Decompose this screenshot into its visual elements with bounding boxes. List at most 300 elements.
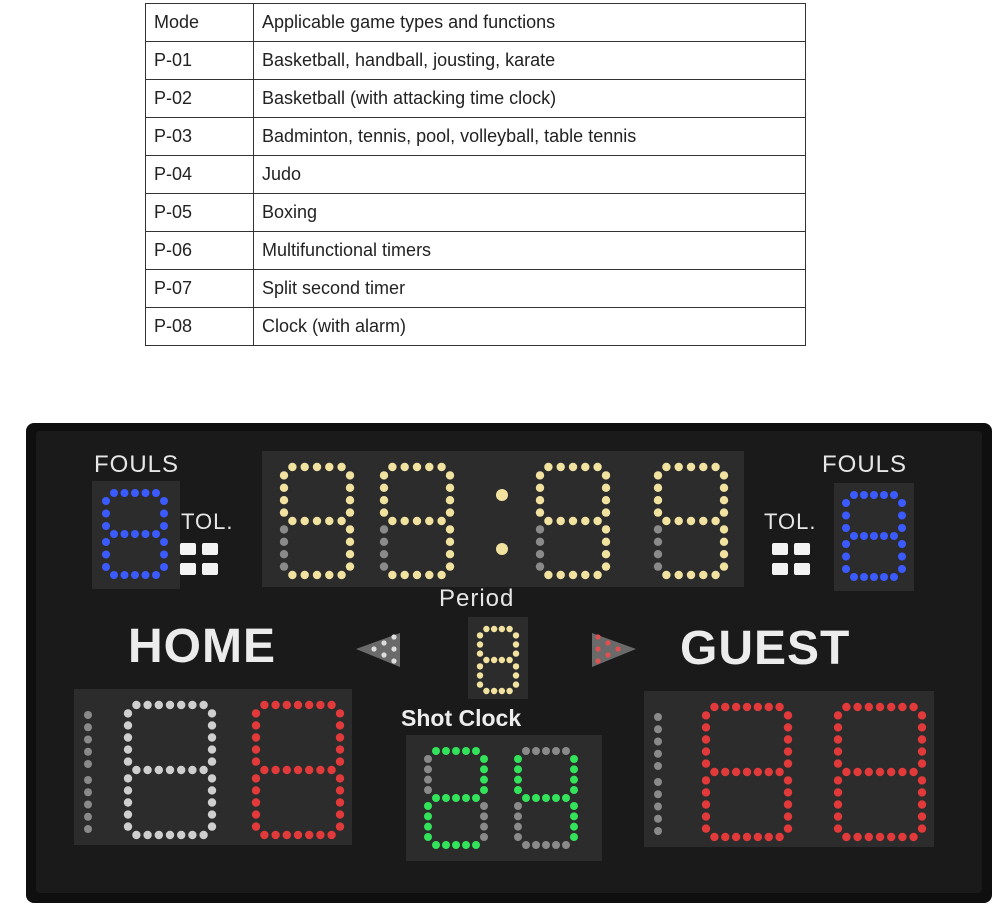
shot-clock-digit-led <box>570 776 578 784</box>
guest-score-ones-led <box>834 747 842 755</box>
home-score-ones-led <box>305 831 313 839</box>
home-score-tens-led <box>177 831 185 839</box>
period-digit-led <box>513 632 519 638</box>
clock-colon-dot <box>496 489 508 501</box>
home-score-ones-led <box>336 745 344 753</box>
timeout-indicator-home <box>180 563 196 575</box>
fouls-label-guest: FOULS <box>822 451 908 478</box>
guest-score-ones-led <box>909 768 917 776</box>
shot-clock-digit-led <box>480 802 488 810</box>
guest-score-ones-led <box>918 776 926 784</box>
guest-score-ones-led <box>918 800 926 808</box>
fouls-digit-home-led <box>102 522 110 530</box>
guest-score-hundreds-led <box>654 778 662 786</box>
fouls-digit-home-led <box>110 489 118 497</box>
game-clock-digit-led <box>280 550 288 558</box>
game-clock-digit-led <box>288 463 296 471</box>
mode-functions-cell: Basketball (with attacking time clock) <box>254 80 806 118</box>
shot-clock-digit-led <box>480 755 488 763</box>
guest-score-tens-led <box>784 824 792 832</box>
home-score-tens-led <box>132 831 140 839</box>
game-clock-digit-led <box>380 538 388 546</box>
guest-score-tens-led <box>784 711 792 719</box>
guest-score-tens-led <box>732 768 740 776</box>
guest-score-ones-led <box>834 723 842 731</box>
fouls-digit-guest-led <box>842 553 850 561</box>
fouls-digit-home-led <box>102 497 110 505</box>
guest-score-ones-led <box>834 711 842 719</box>
shot-clock-digit-led <box>462 841 470 849</box>
guest-score-ones-led <box>842 768 850 776</box>
guest-score-ones-led <box>918 788 926 796</box>
shot-clock-digit-led <box>532 794 540 802</box>
guest-score-ones-led <box>918 747 926 755</box>
arrow-led-guest <box>615 646 620 651</box>
shot-clock-digit-led <box>452 747 460 755</box>
guest-score-tens-led <box>784 723 792 731</box>
period-digit-led <box>491 688 497 694</box>
home-score-ones-led <box>327 701 335 709</box>
game-clock-digit-led <box>337 463 345 471</box>
game-clock-digit-led <box>380 496 388 504</box>
shot-clock-digit-led <box>432 747 440 755</box>
home-score-ones-led <box>271 701 279 709</box>
fouls-digit-home-led <box>160 510 168 518</box>
home-score-ones-led <box>294 701 302 709</box>
fouls-digit-home-led <box>102 510 110 518</box>
timeouts-label-guest: TOL. <box>764 509 817 534</box>
home-score-ones-led <box>336 798 344 806</box>
home-score-ones-led <box>316 766 324 774</box>
fouls-digit-home-led <box>121 530 129 538</box>
timeout-indicator-home <box>202 543 218 555</box>
game-clock-digit-led <box>280 496 288 504</box>
guest-score-hundreds-led <box>654 827 662 835</box>
game-clock-digit-led <box>446 525 454 533</box>
game-clock-digit-led <box>280 484 288 492</box>
shot-clock-digit-led <box>424 833 432 841</box>
home-score-tens-led <box>166 831 174 839</box>
home-score-ones-led <box>316 701 324 709</box>
guest-score-ones-led <box>909 703 917 711</box>
arrow-led-guest <box>605 652 610 657</box>
mode-functions-cell: Clock (with alarm) <box>254 308 806 346</box>
game-clock-digit-led <box>401 571 409 579</box>
game-clock-digit-led <box>425 517 433 525</box>
game-clock-digit-led <box>720 562 728 570</box>
period-digit-led <box>491 657 497 663</box>
home-score-ones-led <box>252 709 260 717</box>
clock-colon-dot <box>496 543 508 555</box>
shot-clock-digit-led <box>472 747 480 755</box>
home-score-ones-led <box>252 822 260 830</box>
period-digit-led <box>483 657 489 663</box>
guest-score-tens-led <box>784 812 792 820</box>
mode-table <box>145 3 806 346</box>
game-clock-digit-led <box>654 538 662 546</box>
game-clock-digit-led <box>720 496 728 504</box>
guest-score-tens-led <box>702 788 710 796</box>
guest-score-tens-led <box>765 768 773 776</box>
guest-score-hundreds-led <box>654 725 662 733</box>
home-score-tens-led <box>208 733 216 741</box>
game-clock-digit-led <box>675 571 683 579</box>
fouls-digit-home-led <box>160 522 168 530</box>
game-clock-digit-led <box>388 571 396 579</box>
guest-score-tens-led <box>754 768 762 776</box>
game-clock-digit-led <box>280 525 288 533</box>
guest-score-tens-led <box>754 703 762 711</box>
period-digit-led <box>506 626 512 632</box>
fouls-digit-home-led <box>160 563 168 571</box>
game-clock-digit-led <box>557 517 565 525</box>
guest-score-tens-led <box>743 703 751 711</box>
shot-clock-digit-led <box>552 794 560 802</box>
mode-code-cell: P-06 <box>146 232 254 270</box>
mode-table-body <box>146 4 806 346</box>
home-score-ones-led <box>260 701 268 709</box>
game-clock-digit-led <box>346 471 354 479</box>
guest-score-hundreds-led <box>654 815 662 823</box>
shot-clock-digit-led <box>480 776 488 784</box>
home-score-tens-led <box>124 810 132 818</box>
game-clock-digit-led <box>313 571 321 579</box>
fouls-digit-guest-led <box>842 540 850 548</box>
shot-clock-digit-led <box>472 841 480 849</box>
period-digit-led <box>477 632 483 638</box>
guest-score-ones-led <box>887 703 895 711</box>
fouls-digit-guest-led <box>850 573 858 581</box>
mode-code-cell: P-03 <box>146 118 254 156</box>
shot-clock-digit-led <box>514 812 522 820</box>
fouls-digit-home-led <box>152 571 160 579</box>
home-score-tens-led <box>143 701 151 709</box>
home-score-ones-led <box>271 766 279 774</box>
fouls-digit-guest-led <box>870 532 878 540</box>
game-clock-digit-led <box>687 517 695 525</box>
home-score-ones-led <box>283 831 291 839</box>
game-clock-digit-led <box>346 496 354 504</box>
home-score-ones-led <box>305 766 313 774</box>
home-score-tens-led <box>124 709 132 717</box>
period-digit-led <box>513 672 519 678</box>
game-clock-digit-led <box>446 562 454 570</box>
shot-clock-digit-led <box>552 747 560 755</box>
game-clock-digit-led <box>325 517 333 525</box>
timeout-indicator-guest <box>794 543 810 555</box>
fouls-digit-home-led <box>131 489 139 497</box>
shot-clock-digit-led <box>570 812 578 820</box>
home-score-tens-led <box>124 822 132 830</box>
guest-score-tens-led <box>743 833 751 841</box>
column-header-mode: Mode <box>146 4 254 42</box>
game-clock-digit-led <box>699 463 707 471</box>
guest-score-tens-led <box>710 833 718 841</box>
guest-score-tens-led <box>784 759 792 767</box>
arrow-led-guest <box>595 658 600 663</box>
guest-score-ones-led <box>918 824 926 832</box>
guest-score-ones-led <box>918 812 926 820</box>
arrow-led-guest <box>595 634 600 639</box>
period-digit-led <box>513 641 519 647</box>
game-clock-digit-led <box>569 571 577 579</box>
home-score-ones-led <box>336 786 344 794</box>
fouls-digit-guest-led <box>860 532 868 540</box>
home-score-tens-led <box>188 831 196 839</box>
fouls-digit-home-led <box>131 530 139 538</box>
home-score-tens-led <box>208 757 216 765</box>
shot-clock-digit-led <box>542 841 550 849</box>
game-clock-digit-led <box>280 471 288 479</box>
game-clock-digit-led <box>654 508 662 516</box>
guest-score-ones-led <box>834 776 842 784</box>
guest-score-ones-led <box>876 703 884 711</box>
game-clock-digit-led <box>654 471 662 479</box>
shot-clock-digit-led <box>562 794 570 802</box>
guest-score-hundreds-led <box>654 762 662 770</box>
guest-score-ones-led <box>834 788 842 796</box>
game-clock-digit-led <box>536 550 544 558</box>
game-clock-digit-led <box>720 538 728 546</box>
game-clock-digit-led <box>569 463 577 471</box>
guest-score-tens-led <box>702 812 710 820</box>
period-digit-led <box>513 663 519 669</box>
game-clock-digit-led <box>446 496 454 504</box>
guest-score-ones-led <box>865 768 873 776</box>
game-clock-digit-led <box>380 471 388 479</box>
game-clock-digit-led <box>720 550 728 558</box>
game-clock-digit-led <box>346 562 354 570</box>
game-clock-digit-led <box>662 517 670 525</box>
fouls-digit-guest-led <box>860 573 868 581</box>
home-score-tens-led <box>132 701 140 709</box>
arrow-led-home <box>391 646 396 651</box>
game-clock-digit-led <box>446 508 454 516</box>
shot-clock-digit-led <box>480 786 488 794</box>
shot-clock-digit-led <box>514 776 522 784</box>
game-clock-digit-led <box>662 463 670 471</box>
fouls-digit-guest-led <box>842 499 850 507</box>
table-row <box>146 118 806 156</box>
home-score-tens-led <box>208 822 216 830</box>
period-digit-led <box>477 650 483 656</box>
shot-clock-digit-led <box>480 812 488 820</box>
game-clock-digit-led <box>557 463 565 471</box>
fouls-digit-guest-led <box>870 573 878 581</box>
game-clock-digit-led <box>711 463 719 471</box>
period-digit-led <box>506 688 512 694</box>
game-clock-digit-led <box>446 484 454 492</box>
guest-score-tens-led <box>754 833 762 841</box>
shot-clock-digit-led <box>452 841 460 849</box>
arrow-led-home <box>371 646 376 651</box>
guest-score-tens-led <box>702 800 710 808</box>
home-score-ones-led <box>252 721 260 729</box>
fouls-digit-home-led <box>121 571 129 579</box>
period-digit-led <box>477 641 483 647</box>
shot-clock-digit-led <box>542 794 550 802</box>
game-clock-digit-led <box>288 571 296 579</box>
shot-clock-digit-led <box>424 776 432 784</box>
game-clock-digit-led <box>280 562 288 570</box>
home-score-tens-led <box>166 766 174 774</box>
game-clock-digit-led <box>536 471 544 479</box>
home-score-ones-led <box>327 766 335 774</box>
shot-clock-digit-led <box>442 841 450 849</box>
game-clock-digit-led <box>654 496 662 504</box>
guest-score-tens-led <box>702 723 710 731</box>
game-clock-digit-led <box>337 517 345 525</box>
game-clock-digit-led <box>301 517 309 525</box>
shot-clock-digit-led <box>424 765 432 773</box>
game-clock-digit-led <box>544 517 552 525</box>
home-score-ones-led <box>294 831 302 839</box>
mode-code-cell: P-01 <box>146 42 254 80</box>
game-clock-digit-led <box>446 471 454 479</box>
home-score-ones-led <box>305 701 313 709</box>
game-clock-digit-led <box>425 571 433 579</box>
guest-score-tens-led <box>784 735 792 743</box>
game-clock-digit-led <box>544 463 552 471</box>
home-label: HOME <box>128 620 276 673</box>
fouls-digit-guest-led <box>898 565 906 573</box>
game-clock-digit-led <box>699 571 707 579</box>
game-clock-digit-led <box>602 550 610 558</box>
guest-score-tens-led <box>721 703 729 711</box>
guest-score-ones-led <box>853 833 861 841</box>
shot-clock-digit-led <box>522 794 530 802</box>
timeout-indicator-guest <box>794 563 810 575</box>
game-clock-digit-led <box>346 550 354 558</box>
home-score-hundreds-led <box>84 776 92 784</box>
game-clock-digit-led <box>581 571 589 579</box>
shot-clock-digit-led <box>462 747 470 755</box>
mode-code-cell: P-08 <box>146 308 254 346</box>
shot-clock-digit-led <box>514 833 522 841</box>
home-score-tens-led <box>208 745 216 753</box>
game-clock-digit-led <box>536 508 544 516</box>
fouls-digit-home-led <box>160 497 168 505</box>
home-score-tens-led <box>132 766 140 774</box>
home-score-ones-led <box>271 831 279 839</box>
game-clock-digit-led <box>437 571 445 579</box>
fouls-digit-home-led <box>152 489 160 497</box>
fouls-digit-guest-led <box>842 512 850 520</box>
guest-score-tens-led <box>784 747 792 755</box>
fouls-digit-home-led <box>142 571 150 579</box>
guest-score-hundreds-led <box>654 750 662 758</box>
shot-clock-digit-led <box>570 755 578 763</box>
guest-score-ones-led <box>834 824 842 832</box>
game-clock-digit-led <box>675 517 683 525</box>
mode-code-cell: P-04 <box>146 156 254 194</box>
guest-score-tens-led <box>702 735 710 743</box>
game-clock-digit-led <box>654 550 662 558</box>
guest-score-tens-led <box>721 768 729 776</box>
fouls-digit-home-led <box>142 530 150 538</box>
fouls-digit-home-led <box>110 530 118 538</box>
home-score-ones-led <box>336 774 344 782</box>
game-clock-digit-led <box>569 517 577 525</box>
shot-clock-digit-led <box>480 833 488 841</box>
table-header-row <box>146 4 806 42</box>
home-score-tens-led <box>143 766 151 774</box>
game-clock-digit-led <box>346 484 354 492</box>
shot-clock-digit-led <box>452 794 460 802</box>
game-clock-digit-led <box>401 463 409 471</box>
arrow-led-home <box>391 658 396 663</box>
fouls-digit-guest-led <box>898 512 906 520</box>
guest-label: GUEST <box>680 622 851 675</box>
game-clock-digit-led <box>380 550 388 558</box>
guest-score-ones-led <box>865 833 873 841</box>
period-digit-led <box>483 688 489 694</box>
guest-score-hundreds-led <box>654 803 662 811</box>
home-score-tens-led <box>124 774 132 782</box>
guest-score-ones-led <box>898 833 906 841</box>
fouls-digit-guest-led <box>860 491 868 499</box>
guest-score-ones-led <box>853 768 861 776</box>
guest-score-tens-led <box>784 788 792 796</box>
game-clock-digit-led <box>602 471 610 479</box>
game-clock-digit-led <box>687 571 695 579</box>
home-score-tens-led <box>208 721 216 729</box>
home-score-tens-led <box>124 721 132 729</box>
home-score-tens-led <box>188 701 196 709</box>
guest-score-tens-led <box>743 768 751 776</box>
fouls-digit-guest-led <box>898 553 906 561</box>
period-digit-led <box>477 681 483 687</box>
period-digit-led <box>483 626 489 632</box>
fouls-digit-guest-led <box>890 491 898 499</box>
period-panel <box>468 617 528 699</box>
guest-score-ones-led <box>918 759 926 767</box>
game-clock-digit-led <box>593 517 601 525</box>
home-score-ones-led <box>252 745 260 753</box>
shot-clock-digit-led <box>522 841 530 849</box>
game-clock-digit-led <box>413 517 421 525</box>
game-clock-digit-led <box>654 484 662 492</box>
game-clock-digit-led <box>380 525 388 533</box>
game-clock-digit-led <box>380 484 388 492</box>
game-clock-digit-led <box>581 517 589 525</box>
game-clock-digit-led <box>413 463 421 471</box>
game-clock-digit-led <box>280 508 288 516</box>
guest-score-tens-led <box>710 703 718 711</box>
game-clock-digit-led <box>388 517 396 525</box>
timeout-indicator-home <box>202 563 218 575</box>
guest-score-ones-led <box>918 735 926 743</box>
fouls-digit-home-led <box>102 563 110 571</box>
guest-score-ones-led <box>898 768 906 776</box>
shot-clock-digit-led <box>514 765 522 773</box>
game-clock-digit-led <box>446 538 454 546</box>
guest-score-ones-led <box>909 833 917 841</box>
home-score-ones-led <box>336 822 344 830</box>
guest-score-tens-led <box>775 833 783 841</box>
mode-code-cell: P-02 <box>146 80 254 118</box>
guest-score-tens-led <box>702 747 710 755</box>
home-score-hundreds-led <box>84 723 92 731</box>
guest-score-ones-led <box>865 703 873 711</box>
game-clock-digit-led <box>380 508 388 516</box>
home-score-tens-led <box>155 701 163 709</box>
home-score-ones-led <box>336 721 344 729</box>
home-score-hundreds-led <box>84 760 92 768</box>
home-score-hundreds-led <box>84 801 92 809</box>
game-clock-digit-led <box>602 525 610 533</box>
period-digit-led <box>491 626 497 632</box>
